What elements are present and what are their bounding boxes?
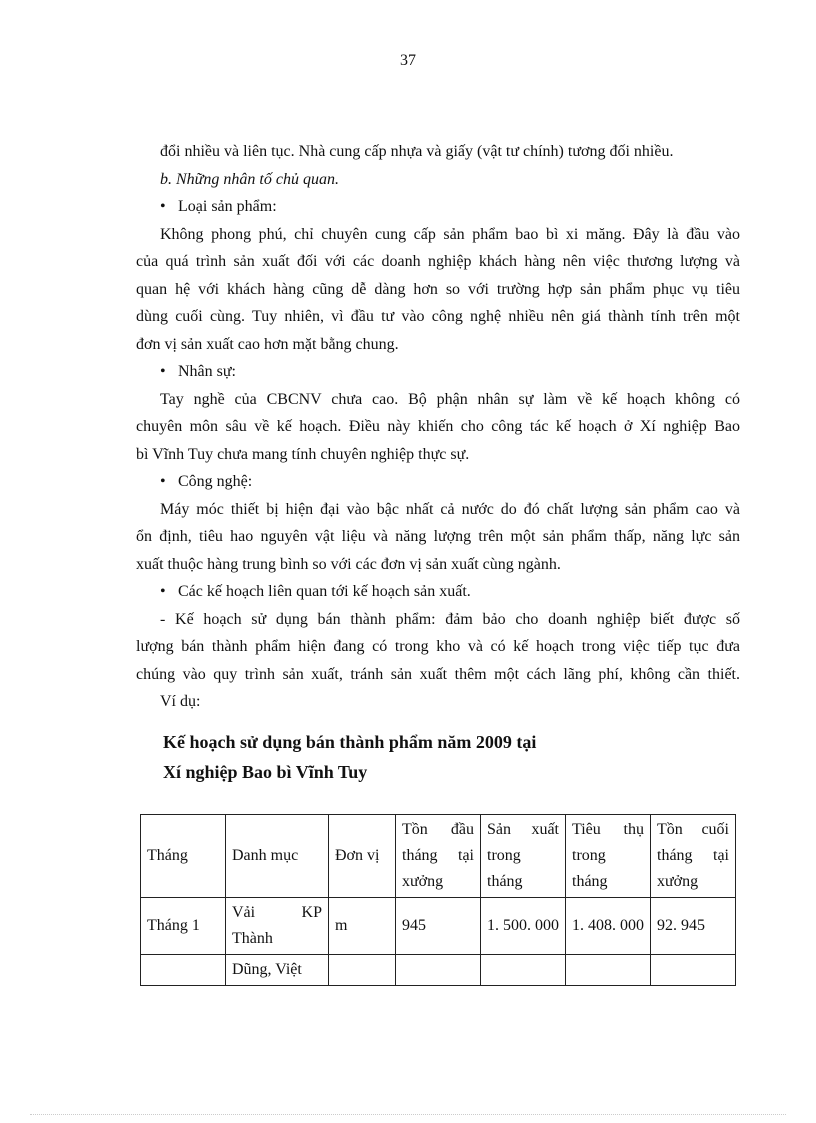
bullet-icon: • <box>160 363 166 380</box>
bullet-icon: • <box>160 198 166 215</box>
table-cell <box>566 955 651 986</box>
table-cell: Vải KP Thành <box>226 898 329 955</box>
header-cell: Tiêu thụ trong tháng <box>566 815 651 898</box>
table-cell: 92. 945 <box>651 898 736 955</box>
paragraph-line: xuất thuộc hàng trung bình so với các đơn vị sản xuất cùng ngành. <box>136 555 561 573</box>
bullet-item: Loại sản phẩm: <box>178 198 277 215</box>
plan-table <box>140 814 736 986</box>
header-cell: Tháng <box>141 815 226 898</box>
paragraph-line: bì Vĩnh Tuy chưa mang tính chuyên nghiệp thực sự. <box>136 445 470 463</box>
table-cell <box>329 955 396 986</box>
paragraph-line: của quá trình sản xuất đối với các doanh nghiệp khách hàng nên việc thương lượng và <box>136 253 740 270</box>
bullet-icon: • <box>160 583 166 600</box>
paragraph-line: Máy móc thiết bị hiện đại vào bậc nhất cả nước do đó chất lượng sản phẩm cao và <box>160 500 740 518</box>
header-cell: Sản xuất trong tháng <box>481 815 566 898</box>
header-cell: Tồn đầu tháng tại xưởng <box>396 815 481 898</box>
table-cell <box>141 955 226 986</box>
table-title-line1: Kế hoạch sử dụng bán thành phẩm năm 2009 tại <box>163 732 537 752</box>
table-header-row <box>141 815 736 898</box>
header-cell: Danh mục <box>226 815 329 898</box>
table-title-line2: Xí nghiệp Bao bì Vĩnh Tuy <box>163 762 368 782</box>
paragraph-line: quan hệ với khách hàng cũng dễ dàng hơn so với trường hợp sản phẩm phục vụ tiêu <box>136 280 740 298</box>
body-text <box>136 138 740 716</box>
paragraph-line: ổn định, tiêu hao nguyên vật liệu và năng lượng trên một sản phẩm thấp, năng lực sản <box>136 528 740 545</box>
table-cell: Tháng 1 <box>141 898 226 955</box>
paragraph-line: Ví dụ: <box>160 693 201 710</box>
bullet-item: Công nghệ: <box>178 473 253 490</box>
paragraph-line: đơn vị sản xuất cao hơn mặt bằng chung. <box>136 335 399 353</box>
paragraph-line: chuyên môn sâu về kế hoạch. Điều này khiến cho công tác kế hoạch ở Xí nghiệp Bao <box>136 418 740 435</box>
paragraph-line: dùng cuối cùng. Tuy nhiên, vì đầu tư vào công nghệ nhiều nên giá thành tính trên một <box>136 308 740 325</box>
paragraph-line: đổi nhiều và liên tục. Nhà cung cấp nhựa và giấy (vật tư chính) tương đối nhiều. <box>160 143 674 160</box>
page-number: 37 <box>400 52 416 69</box>
table-cell: 1. 500. 000 <box>481 898 566 955</box>
table-row <box>141 898 736 955</box>
section-subheading: b. Những nhân tố chủ quan. <box>160 170 339 188</box>
page-bottom-rule <box>30 1114 786 1115</box>
table-cell: Dũng, Việt <box>226 955 329 986</box>
table-row <box>141 955 736 986</box>
paragraph-line: - Kế hoạch sử dụng bán thành phẩm: đảm bảo cho doanh nghiệp biết được số <box>160 610 740 628</box>
paragraph-line: Tay nghề của CBCNV chưa cao. Bộ phận nhân sự làm về kế hoạch không có <box>160 390 740 408</box>
table-cell: m <box>329 898 396 955</box>
table-cell <box>651 955 736 986</box>
bullet-item: Nhân sự: <box>178 363 236 380</box>
bullet-item: Các kế hoạch liên quan tới kế hoạch sản xuất. <box>178 583 471 600</box>
header-cell: Đơn vị <box>329 815 396 898</box>
bullet-icon: • <box>160 473 166 490</box>
table-cell <box>396 955 481 986</box>
header-cell: Tồn cuối tháng tại xưởng <box>651 815 736 898</box>
paragraph-line: Không phong phú, chỉ chuyên cung cấp sản phẩm bao bì xi măng. Đây là đầu vào <box>160 225 740 243</box>
table-cell <box>481 955 566 986</box>
table-cell: 945 <box>396 898 481 955</box>
paragraph-line: chúng vào quy trình sản xuất, tránh sản xuất thêm một cách lãng phí, không cần thiết. <box>136 665 740 683</box>
paragraph-line: lượng bán thành phẩm hiện đang có trong kho và có kế hoạch trong việc tiếp tục đưa <box>136 638 740 655</box>
table-cell: 1. 408. 000 <box>566 898 651 955</box>
